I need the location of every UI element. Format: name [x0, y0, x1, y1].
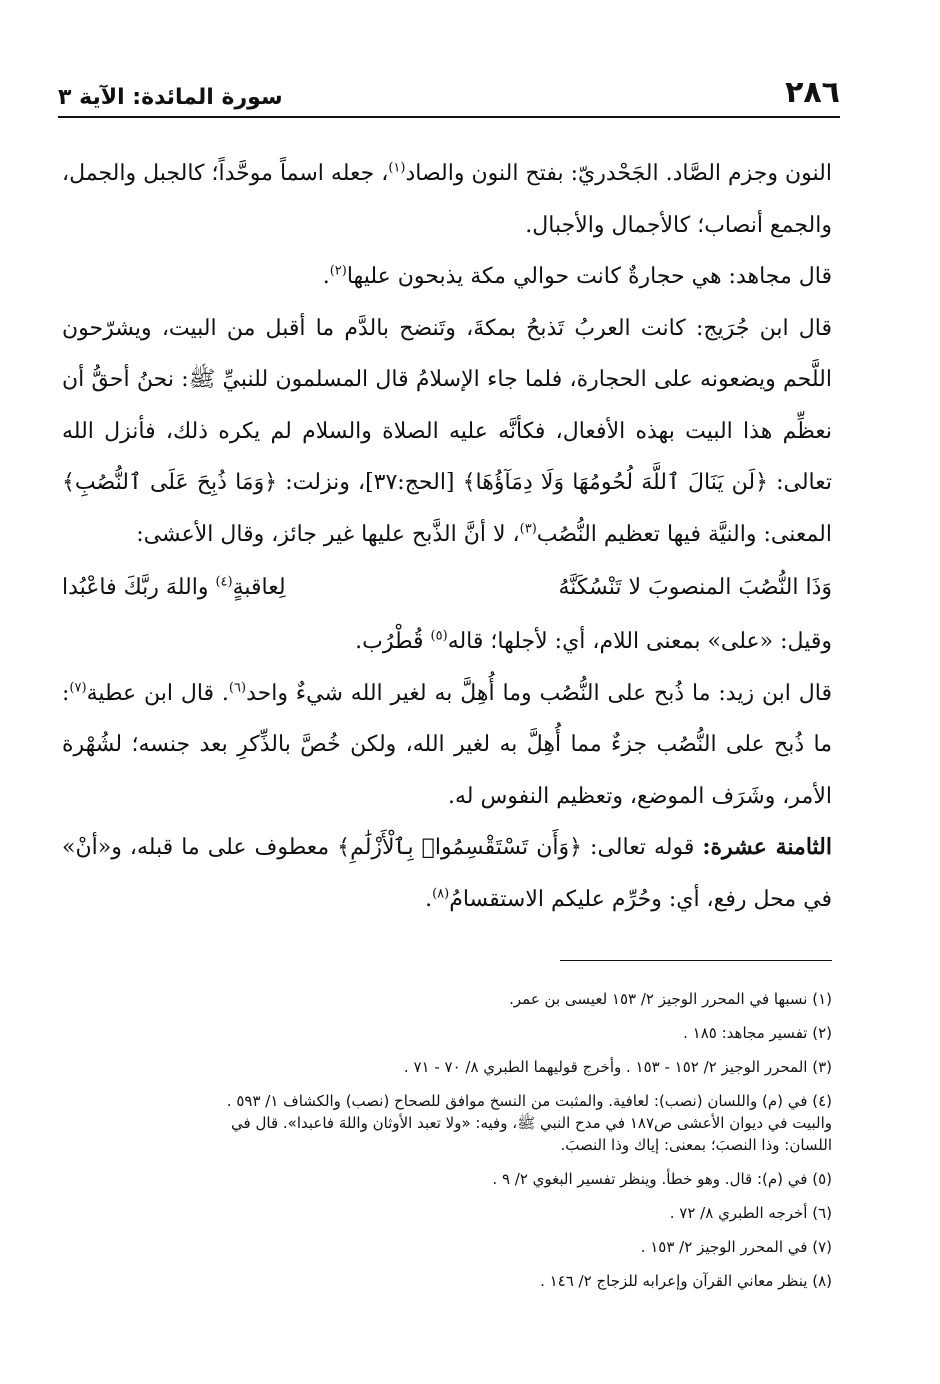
verse-second-hemistich [62, 560, 286, 616]
footnote-line: اللسان: وذا النصبَ؛ بمعنى: إياك وذا النصبَ. [560, 1136, 832, 1154]
text: قوله تعالى: [582, 835, 703, 860]
text: ، جعله اسماً موحَّداً؛ كالجبل والجمل، والجمع أنصاب؛ كالأجمال والأجبال. [62, 161, 832, 238]
running-title: سورة المائدة: الآية ٣ [58, 85, 283, 110]
text: قال ابن زيد: ما ذُبح على النُّصُب وما أُهِلَّ به لغير الله شيءٌ واحد [246, 680, 832, 706]
text: معطوف على ما قبله، و«أنْ» في محل رفع، أي: وحُرِّم عليكم الاستقسامُ [62, 835, 832, 912]
text: ، لا أنَّ الذَّبح عليها غير جائز، وقال الأعشى: [136, 521, 520, 547]
footnote-ref[interactable]: (٧) [69, 680, 87, 696]
poetry-verse [62, 560, 832, 616]
footnote: (٦) أخرجه الطبري ٨/ ٧٢ . [669, 1204, 832, 1222]
main-text [62, 148, 832, 925]
text: [الحج:٣٧]، ونزلت: [277, 470, 463, 495]
footnote-ref[interactable]: (٦) [228, 680, 247, 696]
text: واللهَ ربَّكَ فاعْبُدا [62, 575, 216, 600]
text: . [322, 264, 330, 289]
paragraph [62, 251, 832, 303]
footnote-rule [560, 960, 832, 961]
paragraph [62, 148, 832, 251]
footnote: (٨) ينظر معاني القرآن وإعرابه للزجاج ٢/ ١٤٦ . [540, 1272, 832, 1290]
paragraph [62, 616, 832, 668]
text: المعنى: والنيَّة فيها تعظيم النُّصُب [536, 521, 832, 547]
quran-quote: ﴿لَن يَنَالَ ٱللَّهَ لُحُومُهَا وَلَا دِمَآؤُهَا﴾ [462, 470, 768, 495]
text: . [425, 886, 433, 912]
quran-quote: ﴿وَأَن تَسْتَقْسِمُوا۟ بِٱلْأَزْلَٰمِ﴾ [337, 835, 582, 860]
footnote [60, 1090, 832, 1156]
text: وقيل: «على» بمعنى اللام، أي: لأجلها؛ قاله [447, 629, 832, 654]
paragraph [62, 822, 832, 925]
footnote-ref[interactable]: (٣) [519, 521, 537, 537]
footnote-line: والبيت في ديوان الأعشى ص١٨٧ في مدح النبي ﷺ، وفيه: «ولا تعبد الأوثان واللهَ فاعبدا». قال في [231, 1114, 832, 1132]
page-number: ٢٨٦ [785, 75, 840, 110]
footnote-ref[interactable]: (٥) [430, 628, 448, 644]
footnote-ref[interactable]: (٢) [329, 263, 347, 279]
verse-first-hemistich: وَذَا النُّصُبَ المنصوبَ لا تَنْسُكَنَّهُ [558, 575, 832, 600]
section-lead: الثامنة عشرة: [702, 834, 832, 860]
footnote-line: (٤) في (م) واللسان (نصب): لعافية. والمثبت من النسخ موافق للصحاح (نصب) والكشاف ١/ ٥٩٣ . [226, 1092, 832, 1110]
quran-quote: ﴿وَمَا ذُبِحَ عَلَى ٱلنُّصُبِ﴾ [62, 470, 278, 495]
footnote: (١) نسبها في المحرر الوجيز ٢/ ١٥٣ لعيسى بن عمر. [509, 990, 832, 1008]
footnotes [60, 988, 832, 1304]
text: قُطْرُب. [355, 629, 431, 654]
footnote-ref[interactable]: (١) [388, 160, 406, 176]
text: لِعاقبةٍ [232, 575, 286, 600]
footnote: (٥) في (م): قال. وهو خطأ. وينظر تفسير البغوي ٢/ ٩ . [492, 1170, 832, 1188]
text: : ما ذُبح على النُّصُب جزءٌ مما أُهِلَّ به لغير الله، ولكن خُصَّ بالذِّكرِ بعد جنسه؛ لشُهْرة الأمر، وشَرَف الموضع، وتعظيم النفوس له. [62, 680, 832, 809]
text: . قال ابن عطية [86, 680, 229, 706]
text: قال مجاهد: هي حجارةٌ كانت حوالي مكة يذبحون عليها [346, 264, 832, 289]
footnote: (٢) تفسير مجاهد: ١٨٥ . [683, 1024, 832, 1042]
text: النون وجزم الصَّاد. الجَحْدريّ: بفتح النون والصاد [405, 161, 832, 186]
footnote: (٣) المحرر الوجيز ٢/ ١٥٢ - ١٥٣ . وأخرج قوليهما الطبري ٨/ ٧٠ - ٧١ . [403, 1058, 832, 1076]
footnote-ref[interactable]: (٨) [432, 886, 450, 902]
paragraph [62, 668, 832, 823]
footnote-ref[interactable]: (٤) [215, 574, 233, 590]
page-header [58, 70, 840, 110]
header-rule [58, 116, 840, 118]
paragraph [62, 303, 832, 561]
text: قال ابن جُرَيج: كانت العربُ تَذبحُ بمكةَ، وتَنضح بالدَّم ما أقبل من البيت، ويشرّحون اللَّحم ويضعونه على الحجارة، فلما جاء الإسلامُ قال المسلمون للنبيِّ ﷺ: نحنُ أحقُّ أن نعظِّم هذا البيت بهذه الأفعال، فكأنَّه عليه الصلاة والسلام لم يكره ذلك، فأنزل الله تعالى: [62, 315, 832, 495]
footnote: (٧) في المحرر الوجيز ٢/ ١٥٣ . [640, 1238, 832, 1256]
